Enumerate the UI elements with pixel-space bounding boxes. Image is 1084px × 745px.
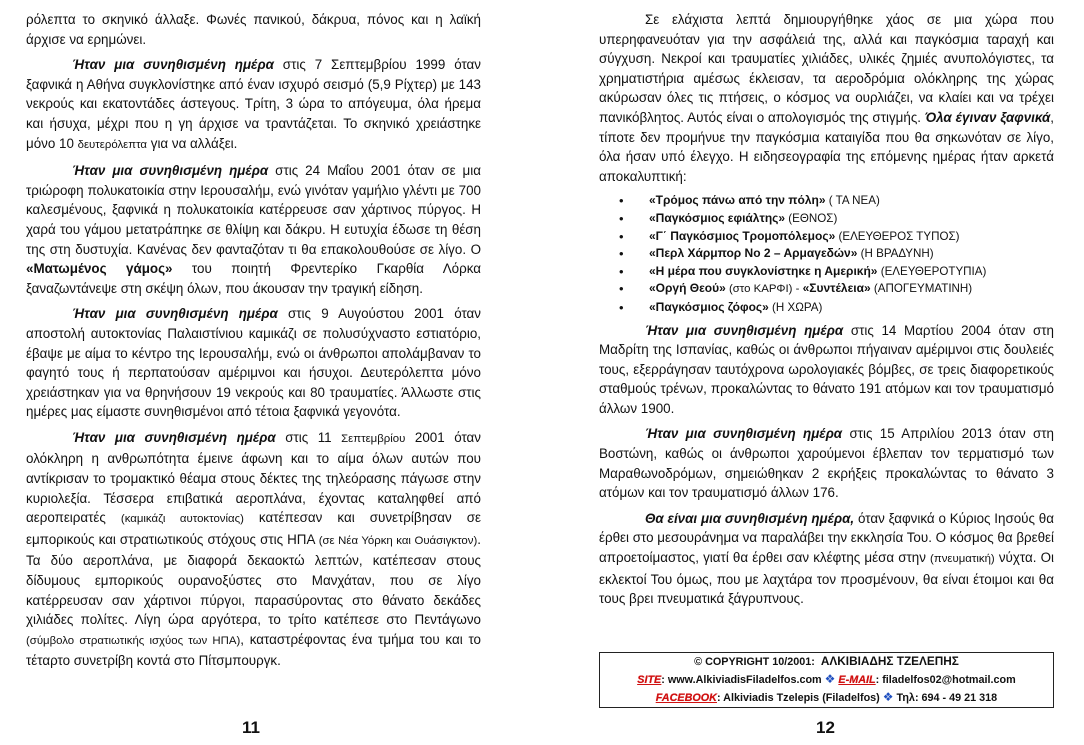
site-label: SITE	[637, 674, 662, 686]
social-line	[600, 689, 1053, 707]
diamond-icon: ❖	[882, 690, 894, 704]
list-item: • «Παγκόσμιος εφιάλτης» (ΕΘΝΟΣ)	[649, 210, 1054, 228]
paragraph: Θα είναι μια συνηθισμένη ημέρα, όταν ξαφνικά ο Κύριος Ιησούς θα έρθει στο μεσουράνημα να παραλάβει την εκκλησία Του. Ο κόσμος θα βρεθεί απροετοίμαστος, γιατί θα έρθει σαν κλέφτης μέσα στην (πνευματική) νύχτα. Οι εκλεκτοί Του όμως, που με λαχτάρα τον προσμένουν, θα είναι έτοιμοι και θα τους βρει πνευματικά ξάγρυπνους.	[599, 510, 1054, 607]
book-title: «Ματωμένος γάμος»	[26, 261, 173, 277]
lead-phrase: Θα είναι μια συνηθισμένη ημέρα,	[645, 510, 855, 526]
lead-phrase: Ήταν μια συνηθισμένη ημέρα	[72, 429, 276, 445]
paragraph: Ήταν μια συνηθισμένη ημέρα στις 15 Απριλίου 2013 όταν στη Βοστώνη, καθώς οι άνθρωποι χαρούμενοι έβλεπαν τον τερματισμό των Μαραθωνοδρόμων, σημειώθηκαν 2 εκρήξεις προκαλώντας το θάνατο 3 ατόμων και τον τραυματισμό άλλων 176.	[599, 426, 1054, 501]
list-item: • «Παγκόσμιος ζόφος» (Η ΧΩΡΑ)	[649, 299, 1054, 317]
paragraph: Ήταν μια συνηθισμένη ημέρα στις 11 Σεπτεμβρίου 2001 όταν ολόκληρη η ανθρωπότητα έμεινε άφωνη και το αίμα όλων αυτών που αντίκρισαν το τρομακτικό θέαμα στους δέκτες της τηλεόρασης πάγωσε στην κυριολεξία. Τέσσερα επιβατικά αεροπλάνα, έχοντας καταληφθεί από αεροπειρατές (καμικάζι αυτοκτονίας) κατέπεσαν και συνετρίβησαν σε εμπορικούς και στρατιωτικούς στόχους στις ΗΠΑ (σε Νέα Υόρκη και Ουάσιγκτον). Τα δύο αεροπλάνα, με διαφορά δεκαοκτώ λεπτών, κατέπεσαν στους δίδυμους εμπορικούς ουρανοξύστες στο Μανχάταν, που σε λίγο κατέρρευσαν σαν χάρτινοι πύργοι, παρασύροντας στο θάνατο δεκάδες χιλιάδες πολίτες. Λίγη ώρα αργότερα, το τρίτο κατέπεσε στο Πεντάγωνο (σύμβολο στρατιωτικής ισχύος των ΗΠΑ), καταστρέφοντας ένα τμήμα του και το τέταρτο συνετρίβη κοντά στο Πίτσμπουργκ.	[26, 429, 481, 669]
page-number: 11	[242, 718, 260, 737]
email-link[interactable]: : filadelfos02@hotmail.com	[875, 674, 1016, 686]
list-item: • «Η μέρα που συγκλονίστηκε η Αμερική» (ΕΛΕΥΘΕΡΟΤΥΠΙΑ)	[649, 263, 1054, 281]
list-item: • «Οργή Θεού» (στο ΚΑΡΦΙ) - «Συντέλεια» (ΑΠΟΓΕΥΜΑΤΙΝΗ)	[649, 280, 1054, 299]
headline-list	[599, 192, 1054, 316]
paragraph: ρόλεπτα το σκηνικό άλλαξε. Φωνές πανικού, δάκρυα, πόνος και η λαϊκή άρχισε να ερημώνει.	[26, 12, 481, 47]
facebook-link[interactable]: : Alkiviadis Tzelepis (Filadelfos)	[716, 692, 880, 704]
emphasis: Όλα έγιναν ξαφνικά	[924, 109, 1051, 125]
left-page	[26, 10, 481, 671]
list-item: • «Γ΄ Παγκόσμιος Τρομοπόλεμος» (ΕΛΕΥΘΕΡΟΣ ΤΥΠΟΣ)	[649, 228, 1054, 246]
email-label: E-MAIL	[838, 674, 876, 686]
copyright-box	[599, 652, 1054, 708]
page-number: 12	[816, 718, 835, 737]
copyright-icon: ©	[694, 656, 703, 668]
lead-phrase: Ήταν μια συνηθισμένη ημέρα	[645, 322, 844, 338]
list-item: • «Περλ Χάρμπορ Νο 2 – Αρμαγεδών» (Η ΒΡΑΔΥΝΗ)	[649, 245, 1054, 263]
paragraph: Ήταν μια συνηθισμένη ημέρα στις 9 Αυγούστου 2001 όταν αποστολή αυτοκτονίας Παλαιστίνιου καμικάζι σε πολυσύχναστο εστιατόριο, έβαψε με αίμα το κέντρο της Ιερουσαλήμ, ενώ οι άνθρωποι απολάμβαναν το φαγητό τους ή περπατούσαν αμέριμνοι και ήσυχοι. Δευτερόλεπτα μόνο χρειάστηκαν για να θρηνήσουν 19 νεκρούς και 80 τραυματίες. Άλλωστε στις ημέρες μας είμαστε συνηθισμένοι από τέτοια ξαφνικά γεγονότα.	[26, 306, 481, 420]
paragraph: Ήταν μια συνηθισμένη ημέρα στις 7 Σεπτεμβρίου 1999 όταν ξαφνικά η Αθήνα συγκλονίστηκε από έναν ισχυρό σεισμό (5,9 Ρίχτερ) με 143 νεκρούς και εκατοντάδες άστεγους. Τρίτη, 3 ώρα το απόγευμα, όλα ήρεμα και ήσυχα, μέχρι που η γη άρχισε να τραντάζεται. Το σκηνικό χρειάστηκε μόνο 10 δευτερόλεπτα για να αλλάξει.	[26, 57, 481, 151]
list-item: • «Τρόμος πάνω από την πόλη» ( ΤΑ ΝΕΑ)	[649, 192, 1054, 210]
site-link[interactable]: : www.AlkiviadisFiladelfos.com	[661, 674, 822, 686]
copyright-line: © COPYRIGHT 10/2001: ΑΛΚΙΒΙΑΔΗΣ ΤΖΕΛΕΠΗΣ	[694, 654, 959, 668]
contact-line	[600, 671, 1053, 689]
lead-phrase: Ήταν μια συνηθισμένη ημέρα	[645, 426, 843, 442]
paragraph: Ήταν μια συνηθισμένη ημέρα στις 24 Μαΐου 2001 όταν σε μια τριώροφη πολυκατοικία στην Ιερουσαλήμ, ενώ γινόταν γαμήλιο γλέντι με 700 καλεσμένους, ξαφνικά η πολυκατοικία κατέρρευσε σαν χάρτινος πύργος. Η χαρά του γάμου μετατράπηκε σε θλίψη και δάκρυ. Η ευτυχία έδωσε τη θέση της στη δυστυχία. Κανένας δεν φανταζόταν τι θα επακολουθούσε σε λίγο. Ο «Ματωμένος γάμος» του ποιητή Φρεντερίκο Γκαρθία Λόρκα ξαναζωντάνεψε στη σκέψη όλων, που άκουσαν την τραγική είδηση.	[26, 163, 481, 296]
diamond-icon: ❖	[824, 672, 836, 686]
paragraph: Σε ελάχιστα λεπτά δημιουργήθηκε χάος σε μια χώρα που υπερηφανευόταν για την ασφάλειά της, αλλά και παγκόσμια ταραχή και σύγχυση. Νεκροί και τραυματίες χιλιάδες, υλικές ζημιές ανυπολόγιστες, τα χρηματιστήρια αμέσως έκλεισαν, τα αεροδρόμια ολόκληρης της χώρας ακύρωσαν όλες τις πτήσεις, ο κόσμος να ουρλιάζει, να κλαίει και να τρέχει πανικόβλητος. Αυτός είναι ο απολογισμός της στιγμής. Όλα έγιναν ξαφνικά, τίποτε δεν προμήνυε την παγκόσμια καταιγίδα που θα σηκωνόταν σε λίγο, όλα ήσαν υπό έλεγχο. Η ειδησεογραφία της επόμενης ημέρας ήταν αρκετά αποκαλυπτική:	[599, 12, 1055, 184]
facebook-label: FACEBOOK	[655, 692, 717, 704]
phone-number: Τηλ: 694 - 49 21 318	[896, 692, 998, 704]
lead-phrase: Ήταν μια συνηθισμένη ημέρα	[72, 163, 269, 179]
lead-phrase: Ήταν μια συνηθισμένη ημέρα	[72, 306, 278, 322]
right-page	[599, 10, 1054, 609]
lead-phrase: Ήταν μια συνηθισμένη ημέρα	[72, 57, 274, 73]
paragraph: Ήταν μια συνηθισμένη ημέρα στις 14 Μαρτίου 2004 όταν στη Μαδρίτη της Ισπανίας, καθώς οι άνθρωποι πήγαιναν αμέριμνοι στις δουλειές τους, εξερράγησαν ταυτόχρονα ωρολογιακές βόμβες, σε τρεις διαφορετικούς σταθμούς τρένων, προκαλώντας το θάνατο 191 ατόμων και τον τραυματισμό άλλων 1900.	[599, 322, 1054, 416]
